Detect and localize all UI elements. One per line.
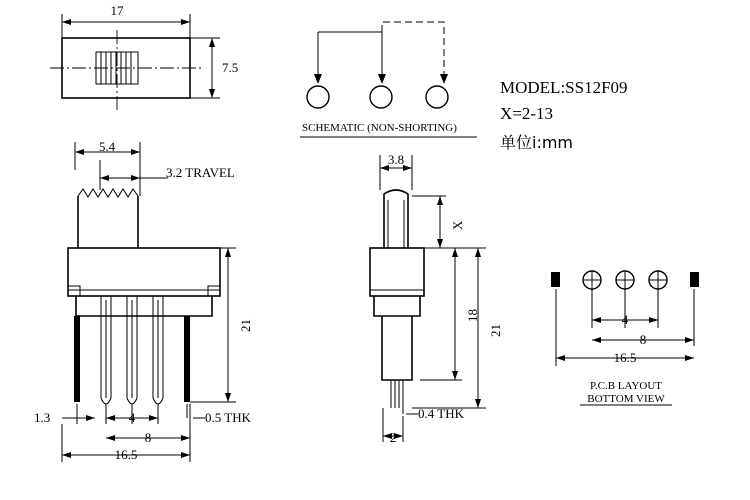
front-pin-offset-label: 1.3 (34, 410, 51, 425)
side-inner-height-label: 18 (465, 309, 480, 322)
front-body-height-label: 21 (238, 319, 253, 332)
front-pin-span-label: 8 (144, 430, 152, 445)
schematic-caption: SCHEMATIC (NON-SHORTING) (302, 122, 457, 134)
side-pin-spacing-label: 2 (389, 430, 397, 445)
pcb-caption-line2: BOTTOM VIEW (587, 393, 665, 405)
model-label: MODEL:SS12F09 (500, 78, 628, 97)
side-travel-x-label: X (450, 220, 465, 230)
pcb-overall-label: 16.5 (613, 350, 637, 365)
top-view-height-label: 7.5 (222, 60, 239, 75)
unit-label: 单位i:mm (500, 133, 574, 152)
pcb-pitch-label: 4 (621, 312, 629, 327)
pcb-span-label: 8 (639, 332, 647, 347)
travel-range-label: X=2-13 (500, 104, 554, 123)
side-pin-thickness-label: 0.4 THK (418, 406, 464, 421)
pcb-caption-line1: P.C.B LAYOUT (589, 380, 663, 392)
front-overall-width-label: 16.5 (114, 447, 138, 462)
front-thickness-label: 0.5 THK (205, 410, 251, 425)
side-body-height-label: 21 (488, 324, 503, 337)
front-travel-label: 3.2 TRAVEL (166, 165, 235, 180)
front-pin-pitch-label: 4 (128, 410, 136, 425)
front-knob-width-label: 5.4 (98, 139, 116, 154)
side-knob-width-label: 3.8 (387, 152, 405, 167)
top-view-width-label: 17 (110, 3, 124, 18)
